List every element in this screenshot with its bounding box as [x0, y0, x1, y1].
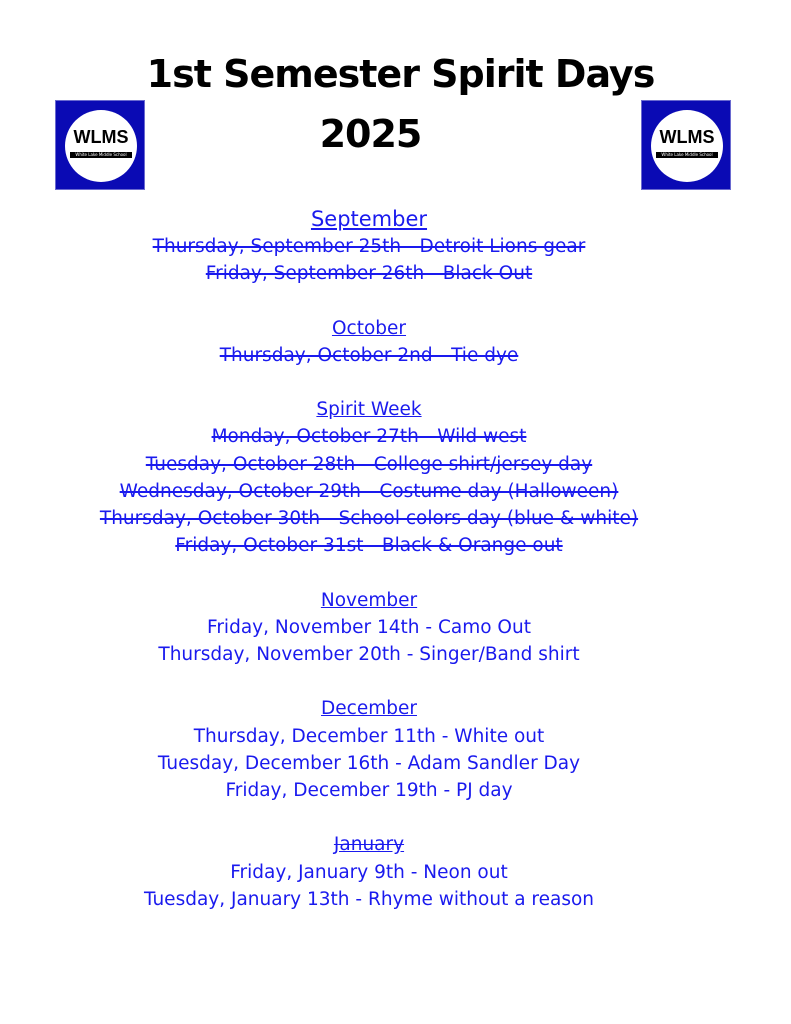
spirit-day: Thursday, December 11th - White out [193, 725, 545, 747]
spirit-day-past: Thursday, October 30th - School colors day (blue & white) [99, 508, 639, 529]
spirit-days-list [0, 205, 738, 913]
page-title-year: 2025 [319, 112, 422, 156]
spacer [0, 668, 738, 695]
logo-abbr: WLMS [73, 127, 129, 147]
school-logo-right [641, 100, 731, 190]
spirit-day: Tuesday, January 13th - Rhyme without a reason [143, 888, 595, 910]
spirit-day-past: Tuesday, October 28th - College shirt/jersey day [145, 453, 593, 475]
section-heading: Spirit Week [316, 399, 422, 421]
logo-abbr: WLMS [659, 127, 715, 147]
spacer [0, 559, 738, 586]
spacer [0, 804, 738, 831]
section-heading: January [333, 834, 405, 856]
logo-school-name: White Lake Middle School [656, 152, 718, 158]
school-logo-left [55, 100, 145, 190]
spirit-day: Friday, January 9th - Neon out [230, 861, 508, 883]
spirit-day-past: Wednesday, October 29th - Costume day (Halloween) [119, 480, 619, 502]
spirit-day-past: Thursday, October 2nd - Tie dye [219, 344, 519, 366]
spirit-day: Friday, November 14th - Camo Out [207, 616, 531, 638]
spirit-day-past: Thursday, September 25th - Detroit Lions gear [152, 236, 586, 257]
spirit-day-past: Monday, October 27th - Wild west [211, 426, 527, 448]
spacer [0, 369, 738, 396]
spirit-day-past: Friday, October 31st - Black & Orange out [175, 535, 563, 557]
section-heading: November [320, 589, 418, 611]
section-heading: October [331, 317, 407, 339]
logo-school-name: White Lake Middle School [70, 152, 132, 158]
page-title-line1: 1st Semester Spirit Days [146, 52, 655, 96]
spirit-day: Thursday, November 20th - Singer/Band shirt [158, 644, 580, 665]
section-heading: December [321, 698, 417, 720]
spirit-day: Friday, December 19th - PJ day [225, 780, 513, 801]
spirit-day: Tuesday, December 16th - Adam Sandler Day [157, 752, 581, 774]
section-heading: September [310, 207, 428, 231]
spirit-day-past: Friday, September 26th - Black Out [205, 263, 533, 285]
spacer [0, 287, 738, 314]
